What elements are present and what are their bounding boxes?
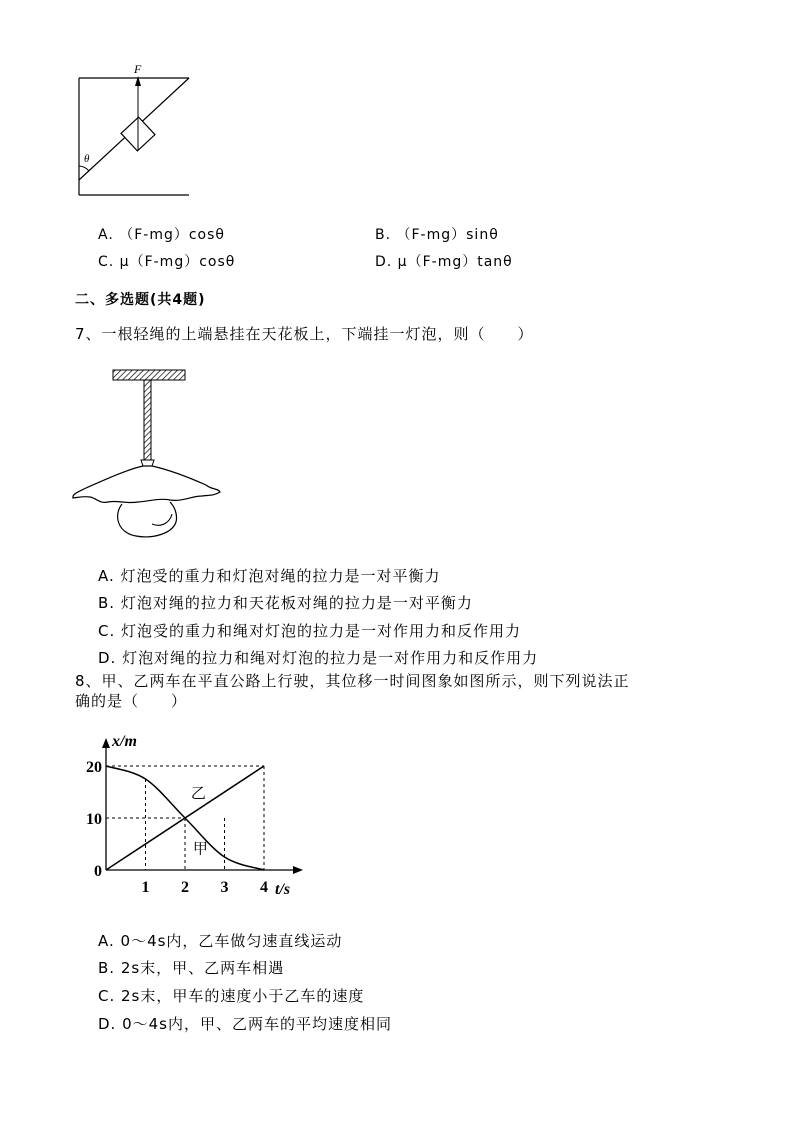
section-title: 二、多选题(共4题) (75, 292, 206, 308)
lampshade (73, 466, 220, 503)
q8-stem-line1: 8、甲、乙两车在平直公路上行驶，其位移一时间图象如图所示，则下列说法正 (75, 672, 630, 690)
series-yi-label: 乙 (190, 786, 206, 803)
y-tick-label: 10 (86, 811, 102, 828)
y-axis-label: x/m (112, 733, 137, 750)
q7-option-d: D. 灯泡对绳的拉力和绳对灯泡的拉力是一对作用力和反作用力 (98, 649, 539, 667)
y-tick-label: 20 (86, 759, 102, 776)
x-axis-arrowhead (293, 866, 303, 874)
x-tick-label: 1 (141, 879, 150, 896)
q7-option-b: B. 灯泡对绳的拉力和天花板对绳的拉力是一对平衡力 (98, 594, 473, 612)
x-tick-label: 4 (260, 879, 268, 896)
q6-option-c: C. μ（F-mg）cosθ (98, 254, 236, 270)
angle-label: θ (84, 153, 90, 165)
q7-option-a: A. 灯泡受的重力和灯泡对绳的拉力是一对平衡力 (98, 567, 441, 585)
ceiling-plate (113, 370, 185, 380)
q8-option-d: D. 0～4s内，甲、乙两车的平均速度相同 (98, 1015, 392, 1033)
x-axis-label: t/s (275, 881, 291, 898)
light-bulb (118, 502, 177, 537)
q8-stem-line2: 确的是（ ） (75, 692, 188, 710)
angle-arc (79, 166, 89, 171)
q7-stem: 7、一根轻绳的上端悬挂在天花板上，下端挂一灯泡，则（ ） (75, 325, 534, 343)
q6-option-a: A. （F-mg）cosθ (98, 227, 225, 243)
rope (144, 380, 151, 460)
x-tick-label: 3 (220, 879, 229, 896)
q7-option-c: C. 灯泡受的重力和绳对灯泡的拉力是一对作用力和反作用力 (98, 622, 522, 640)
x-tick-label: 2 (181, 879, 189, 896)
q6-option-b: B. （F-mg）sinθ (375, 227, 499, 243)
q8-option-b: B. 2s末，甲、乙两车相遇 (98, 959, 285, 977)
q6-option-d: D. μ（F-mg）tanθ (375, 254, 513, 270)
series-jia-label: 甲 (192, 841, 208, 858)
lamp-cap (141, 460, 154, 466)
y-tick-label: 0 (94, 863, 102, 880)
force-label: F (134, 62, 142, 76)
hanging-lamp-figure (70, 364, 225, 542)
q8-option-a: A. 0～4s内，乙车做匀速直线运动 (98, 932, 343, 950)
q8-option-c: C. 2s末，甲车的速度小于乙车的速度 (98, 987, 365, 1005)
position-time-chart (70, 728, 310, 908)
incline-force-figure (70, 58, 200, 208)
y-axis-arrowhead (102, 738, 110, 748)
